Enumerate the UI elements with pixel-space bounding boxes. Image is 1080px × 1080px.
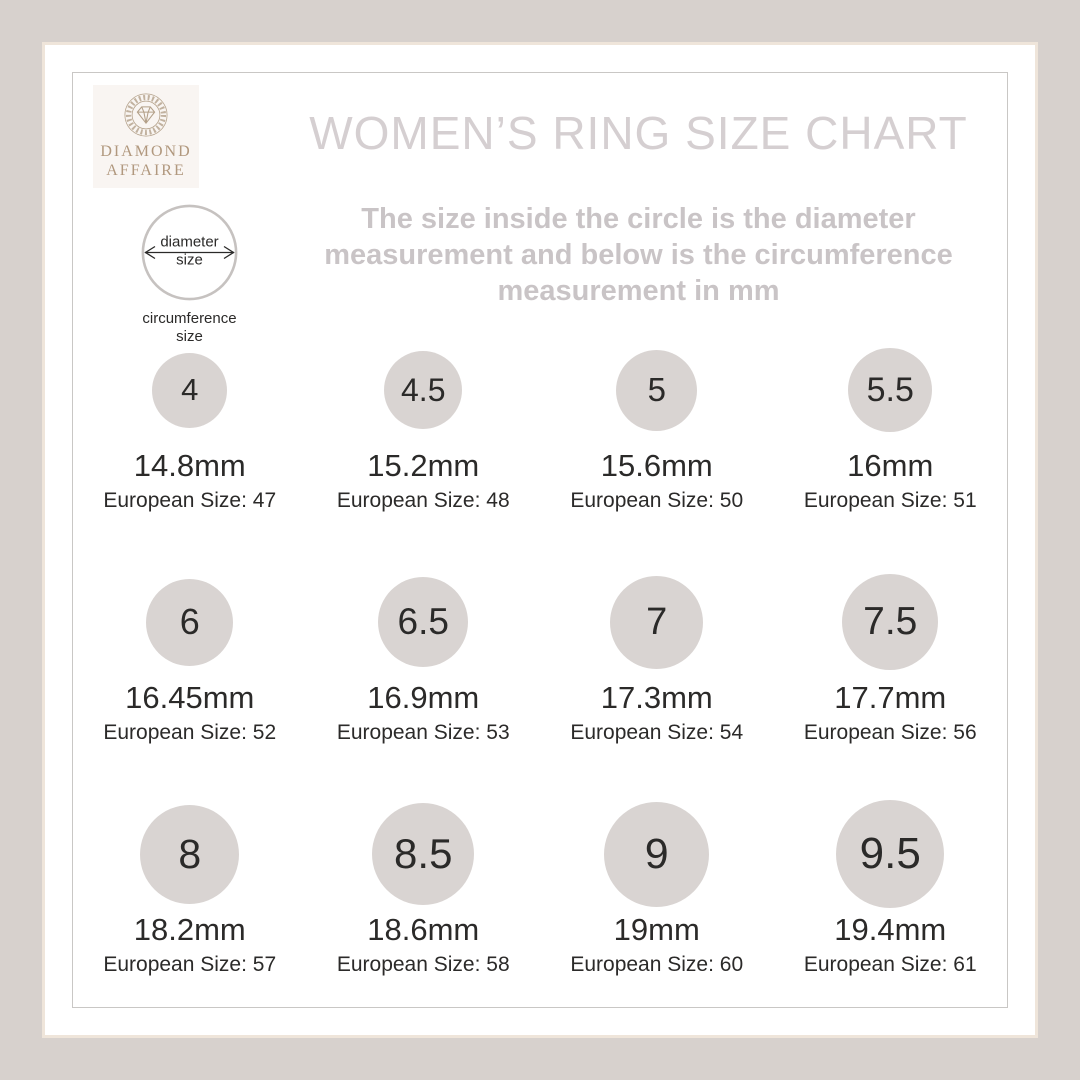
- ring-size-number: 9: [644, 829, 669, 878]
- european-size: European Size: 48: [336, 489, 510, 512]
- measuring-circle: [141, 204, 238, 301]
- european-size: European Size: 61: [803, 953, 977, 976]
- diameter-value: 14.8mm: [133, 448, 246, 483]
- european-size: European Size: 57: [103, 953, 277, 976]
- circumference-label-line2: size: [176, 328, 203, 345]
- ring-circle-wrap: [152, 335, 227, 445]
- diameter-value: 17.3mm: [600, 680, 713, 715]
- brand-name-line1: DIAMOND: [100, 143, 192, 160]
- diameter-value: 16.9mm: [367, 680, 480, 715]
- ring-size-circle: [604, 802, 709, 907]
- diameter-value: 16.45mm: [125, 680, 255, 715]
- page-title: WOMEN’S RING SIZE CHART: [309, 107, 968, 159]
- size-cell: [540, 335, 774, 515]
- european-size: European Size: 58: [336, 953, 510, 976]
- diameter-value: 18.2mm: [133, 912, 246, 947]
- ring-size-number: 6: [179, 601, 200, 642]
- ring-size-number: 4: [181, 372, 199, 407]
- circumference-label-line1: circumference: [142, 310, 237, 327]
- size-cell: [540, 567, 774, 747]
- diameter-label: [158, 233, 220, 269]
- ring-circle-wrap: [610, 567, 703, 677]
- ring-circle-wrap: [140, 799, 239, 909]
- european-size: European Size: 56: [803, 721, 977, 744]
- european-size: European Size: 60: [570, 953, 744, 976]
- ring-circle-wrap: [146, 567, 233, 677]
- european-size: European Size: 47: [103, 489, 277, 512]
- diameter-value: 15.2mm: [367, 448, 480, 483]
- ring-size-number: 4.5: [401, 371, 446, 408]
- diamond-badge-icon: [123, 92, 169, 138]
- ring-circle-wrap: [848, 335, 932, 445]
- size-cell: [774, 567, 1008, 747]
- size-legend-diagram: [73, 204, 306, 346]
- ring-size-number: 5.5: [866, 370, 914, 409]
- ring-size-circle: [610, 576, 703, 669]
- ring-circle-wrap: [372, 799, 474, 909]
- size-grid: [73, 335, 1007, 979]
- size-cell: [540, 799, 774, 979]
- size-cell: [307, 335, 541, 515]
- diameter-label-line1: diameter: [160, 233, 219, 251]
- brand-name-line2: AFFAIRE: [106, 162, 186, 179]
- header-left-column: [73, 73, 306, 345]
- size-cell: [307, 567, 541, 747]
- ring-size-circle: [146, 579, 233, 666]
- diameter-value: 17.7mm: [834, 680, 947, 715]
- diameter-value: 19mm: [613, 912, 700, 947]
- ring-size-number: 5: [647, 371, 666, 408]
- size-cell: [73, 799, 307, 979]
- european-size: European Size: 54: [570, 721, 744, 744]
- ring-size-number: 8.5: [394, 830, 453, 877]
- header-right-column: [306, 73, 1007, 335]
- european-size: European Size: 53: [336, 721, 510, 744]
- ring-size-circle: [616, 350, 697, 431]
- european-size: European Size: 50: [570, 489, 744, 512]
- size-cell: [307, 799, 541, 979]
- european-size: European Size: 51: [803, 489, 977, 512]
- diameter-value: 15.6mm: [600, 448, 713, 483]
- subtitle: [306, 201, 971, 309]
- chart-panel: [72, 72, 1008, 1008]
- brand-logo: [93, 85, 199, 188]
- diameter-value: 19.4mm: [834, 912, 947, 947]
- ring-circle-wrap: [842, 567, 938, 677]
- ring-circle-wrap: [616, 335, 697, 445]
- ring-size-circle: [848, 348, 932, 432]
- size-cell: [774, 335, 1008, 515]
- ring-size-number: 9.5: [859, 829, 921, 878]
- ring-circle-wrap: [378, 567, 468, 677]
- frame-mat: [42, 42, 1038, 1038]
- ring-size-circle: [140, 805, 239, 904]
- size-cell: [73, 335, 307, 515]
- ring-circle-wrap: [384, 335, 462, 445]
- ring-circle-wrap: [836, 799, 944, 909]
- chart-header: [73, 73, 1007, 345]
- subtitle-line: The size inside the circle is the diameter: [361, 203, 916, 235]
- ring-circle-wrap: [604, 799, 709, 909]
- diameter-label-line2: size: [176, 251, 203, 269]
- size-cell: [774, 799, 1008, 979]
- ring-size-number: 6.5: [397, 601, 449, 642]
- subtitle-line: measurement and below is the circumference: [324, 239, 953, 271]
- european-size: European Size: 52: [103, 721, 277, 744]
- ring-size-circle: [378, 577, 468, 667]
- subtitle-line: measurement in mm: [497, 275, 780, 307]
- size-cell: [73, 567, 307, 747]
- ring-size-circle: [842, 574, 938, 670]
- ring-size-circle: [384, 351, 462, 429]
- diameter-value: 16mm: [847, 448, 934, 483]
- ring-size-number: 7.5: [863, 600, 918, 643]
- ring-size-circle: [372, 803, 474, 905]
- ring-size-number: 7: [646, 600, 668, 643]
- diameter-value: 18.6mm: [367, 912, 480, 947]
- ring-size-number: 8: [178, 830, 202, 877]
- ring-size-circle: [152, 353, 227, 428]
- ring-size-circle: [836, 800, 944, 908]
